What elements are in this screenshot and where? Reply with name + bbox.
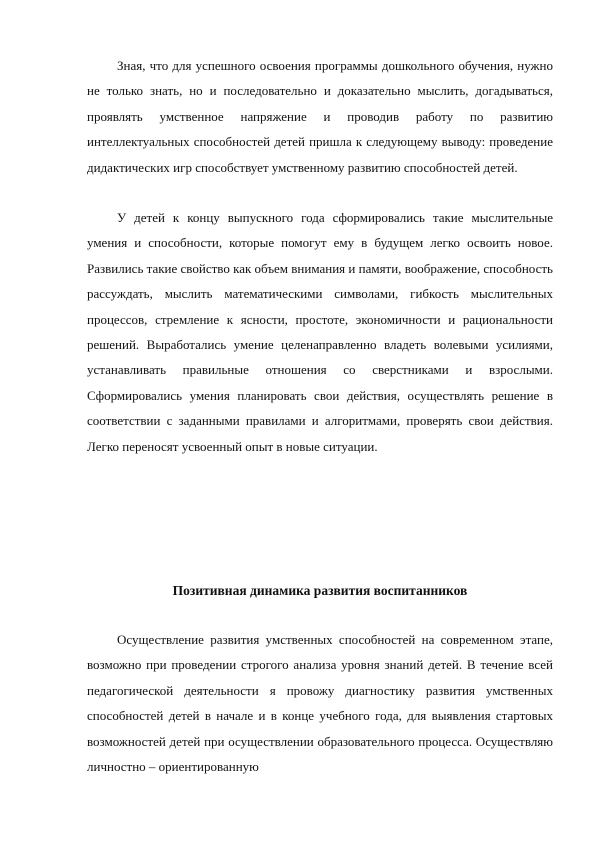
paragraph-diagnostics: Осуществление развития умственных способностей на современном этапе, возможно при проведении строгого анализа уровня знаний детей. В течение всей педагогической деятельности я провожу диагностику развития умственных способностей детей в начале и в конце учебного года, для выявления стартовых возможностей детей при осуществлении образовательного процесса. Осуществляю личностно – ориентированную — [87, 632, 553, 775]
paragraph-conclusion-didactic-games: Зная, что для успешного освоения программы дошкольного обучения, нужно не только знать, но и последовательно и доказательно мыслить, догадываться, проявлять умственное напряжение и проводив работу по развитию интеллектуальных способностей детей пришла к следующему выводу: проведение дидактических игр способствует умственному развитию способностей детей. — [87, 58, 553, 175]
section-heading: Позитивная динамика развития воспитанников — [172, 583, 468, 598]
paragraph-children-skills: У детей к концу выпускного года сформировались такие мыслительные умения и способности, которые помогут ему в будущем легко освоить новое. Развились такие свойство как объем внимания и памяти, воображение, способность рассуждать, мыслить математическими символами, гибкость мыслительных процессов, стремление к ясности, простоте, экономичности и рациональности решений. Выработались умение целенаправленно владеть волевыми усилиями, устанавливать правильные отношения со сверстниками и взрослыми. Сформировались умения планировать свои действия, осуществлять решение в соответствии с заданными правилами и алгоритмами, проверять свои действия. Легко переносят усвоенный опыт в новые ситуации. — [87, 210, 553, 454]
